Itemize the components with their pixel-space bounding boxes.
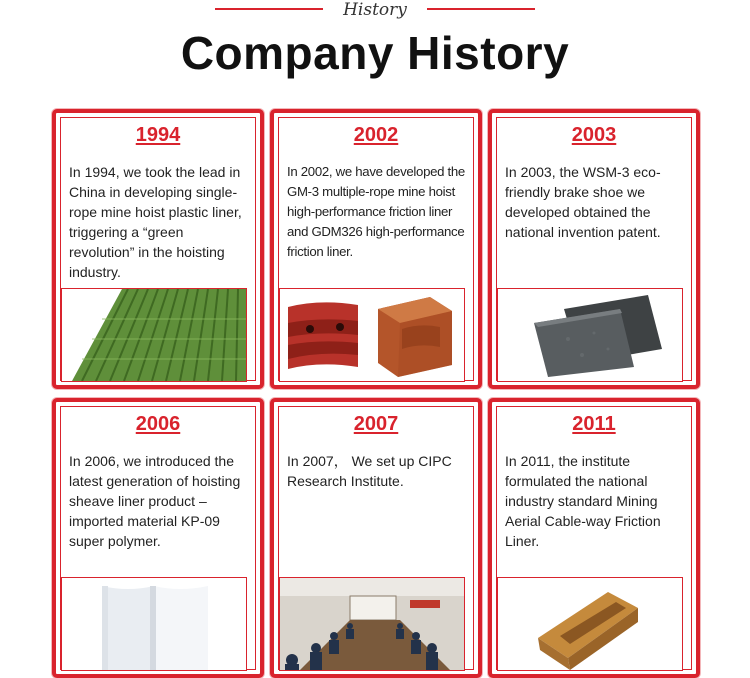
card-description: In 2011, the institute formulated the national industry standard Mining Aerial Cable-way Friction Liner. <box>505 453 661 549</box>
friction-liner-blocks-image <box>279 288 465 382</box>
card-description: In 1994, we took the lead in China in developing single-rope mine hoist plastic liner, triggering a “green revolution” in the hoisting industry. <box>69 164 242 280</box>
card-description: In 2006, we introduced the latest generation of hoisting sheave liner product – imported material KP-09 super polymer. <box>69 453 241 549</box>
history-script-label: History <box>343 0 407 20</box>
card-description: In 2007， We set up CIPC Research Institute. <box>287 453 452 489</box>
brake-shoe-plates-image <box>497 288 683 382</box>
card-year: 1994 <box>135 124 181 146</box>
header-rule-right <box>427 8 535 10</box>
history-card-2003 <box>488 109 700 389</box>
card-description: In 2002, we have developed the GM-3 multiple-rope mine hoist high-performance friction liner and GDM326 high-performance friction liner. <box>287 164 465 259</box>
card-frame <box>496 117 692 381</box>
white-polymer-liner-image <box>61 577 247 671</box>
history-card-2011 <box>488 398 700 678</box>
card-frame <box>278 406 474 670</box>
history-card-2007 <box>270 398 482 678</box>
card-year: 2006 <box>135 413 181 435</box>
card-frame <box>60 406 256 670</box>
card-year: 2002 <box>353 124 399 146</box>
header-rule-left <box>215 8 323 10</box>
card-year: 2007 <box>353 413 399 435</box>
card-frame <box>60 117 256 381</box>
research-institute-meeting-image <box>279 577 465 671</box>
page-title: Company History <box>180 27 570 79</box>
card-frame <box>278 117 474 381</box>
history-card-2006 <box>52 398 264 678</box>
history-card-1994 <box>52 109 264 389</box>
card-frame <box>496 406 692 670</box>
card-year: 2011 <box>572 413 616 435</box>
card-description: In 2003, the WSM-3 eco-friendly brake shoe we developed obtained the national invention patent. <box>505 164 661 240</box>
cableway-friction-liner-image <box>497 577 683 671</box>
card-year: 2003 <box>571 124 617 146</box>
green-plastic-liner-image <box>61 288 247 382</box>
history-card-2002 <box>270 109 482 389</box>
